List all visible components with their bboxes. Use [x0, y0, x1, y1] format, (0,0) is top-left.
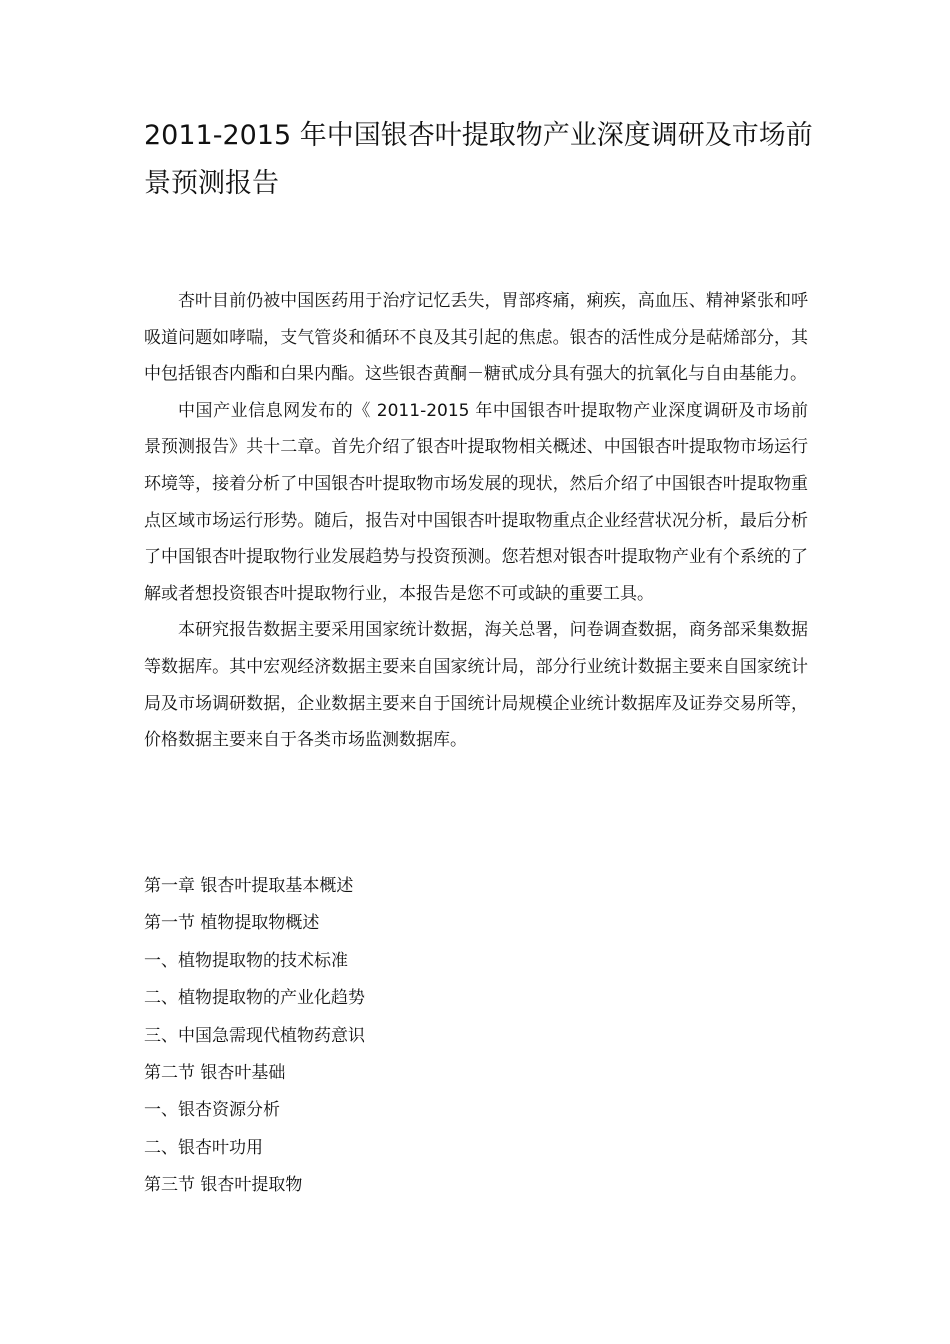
report-summary-paragraph: 中国产业信息网发布的《 2011-2015 年中国银杏叶提取物产业深度调研及市场前景预测报告》共十二章。首先介绍了银杏叶提取物相关概述、中国银杏叶提取物市场运行环境等，接着分析了中国银杏叶提取物市场发展的现状，然后介绍了中国银杏叶提取物重点区域市场运行形势。随后，报告对中国银杏叶提取物重点企业经营状况分析，最后分析了中国银杏叶提取物行业发展趋势与投资预测。您若想对银杏叶提取物产业有个系统的了解或者想投资银杏叶提取物行业，本报告是您不可或缺的重要工具。 — [144, 400, 808, 604]
toc-item: 第三节 银杏叶提取物 — [144, 1175, 303, 1196]
toc-item: 第一章 银杏叶提取基本概述 — [144, 876, 354, 896]
data-source-paragraph: 本研究报告数据主要采用国家统计数据，海关总署，问卷调查数据，商务部采集数据等数据库。其中宏观经济数据主要来自国家统计局，部分行业统计数据主要来自国家统计局及市场调研数据，企业数据主要来自于国统计局规模企业统计数据库及证券交易所等，价格数据主要来自于各类市场监测数据库。 — [144, 620, 808, 751]
toc-item: 二、植物提取物的产业化趋势 — [144, 988, 365, 1009]
table-of-contents — [144, 868, 808, 1205]
toc-item: 二、银杏叶功用 — [144, 1137, 263, 1158]
toc-item: 一、植物提取物的技术标准 — [144, 950, 348, 971]
intro-paragraph: 杏叶目前仍被中国医药用于治疗记忆丢失，胃部疼痛，痢疾，高血压、精神紧张和呼吸道问题如哮喘，支气管炎和循环不良及其引起的焦虑。银杏的活性成分是萜烯部分，其中包括银杏内酯和白果内酯。这些银杏黄酮－糖甙成分具有强大的抗氧化与自由基能力。 — [144, 291, 808, 385]
toc-item: 三、中国急需现代植物药意识 — [144, 1025, 365, 1046]
toc-item: 第一节 植物提取物概述 — [144, 913, 320, 934]
document-body — [144, 283, 808, 759]
toc-item: 第二节 银杏叶基础 — [144, 1062, 286, 1083]
toc-item: 一、银杏资源分析 — [144, 1100, 280, 1121]
document-title: 2011-2015 年中国银杏叶提取物产业深度调研及市场前景预测报告 — [144, 120, 813, 199]
